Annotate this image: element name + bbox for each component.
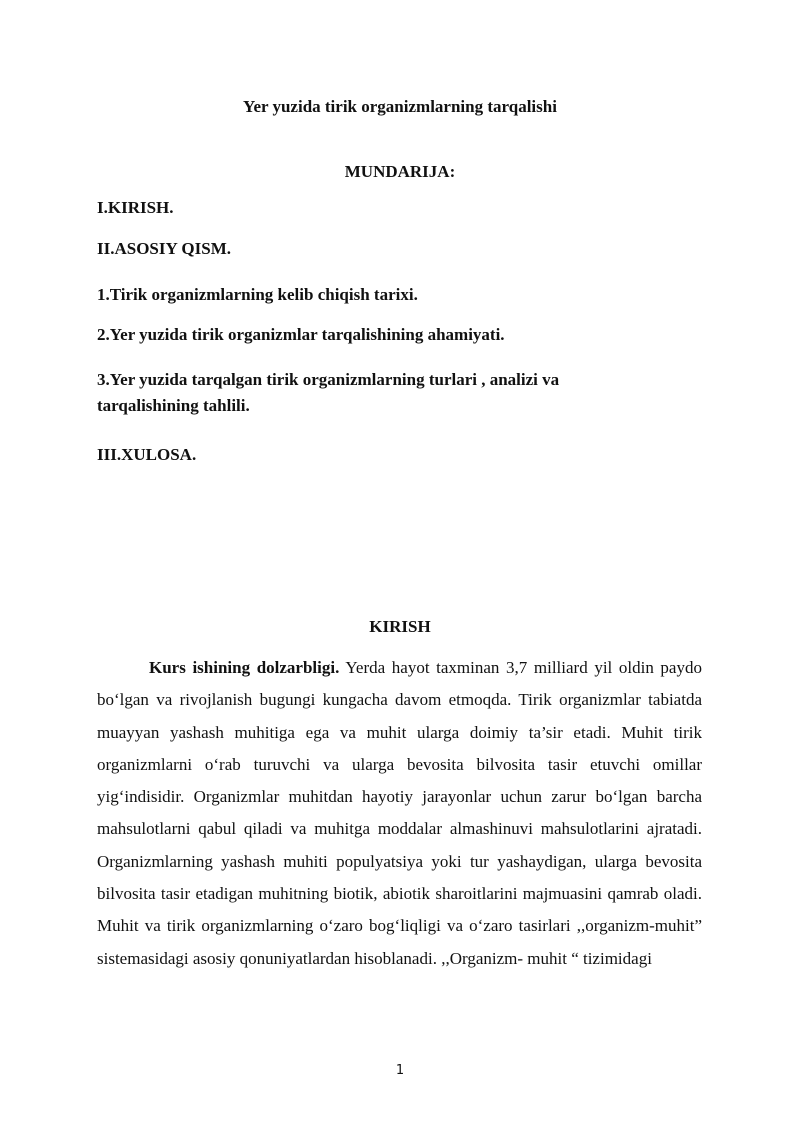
contents-item-main-part: II.ASOSIY QISM. — [97, 239, 231, 258]
contents-heading: MUNDARIJA: — [344, 162, 456, 181]
paragraph-lead: Kurs ishining dolzarbligi. — [149, 658, 340, 677]
document-title: Yer yuzida tirik organizmlarning tarqalishi — [243, 97, 557, 116]
contents-item-conclusion: III.XULOSA. — [97, 445, 197, 464]
paragraph-text: Yerda hayot taxminan 3,7 milliard yil oldin paydo bo‘lgan va rivojlanish bugungi kungacha davom etmoqda. Tirik organizmlar tabiatda muayyan yashash muhitiga ega va muhit ularga doimiy ta’sir etadi. Muhit tirik organizmlarni o‘rab turuvchi va ularga bevosita bilvosita tasir etuvchi omillar yig‘indisidir. Organizmlar muhitdan hayotiy jarayonlar uchun zarur bo‘lgan barcha mahsulotlarni qabul qiladi va muhitga moddalar almashinuvi mahsulotlarini ajratadi. Organizmlarning yashash muhiti populyatsiya yoki tur yashaydigan, ularga bevosita bilvosita tasir etadigan muhitning biotik, abiotik sharoitlarini majmuasini qamrab oladi. Muhit va tirik organizmlarning o‘zaro bog‘liqligi va o‘zaro tasirlari ,,organizm-muhit” sistemasidagi asosiy qonuniyatlardan hisoblanadi. ,,Organizm- muhit “ tizimidagi — [97, 658, 702, 968]
page-number: 1 — [395, 1063, 405, 1078]
contents-item-introduction: I.KIRISH. — [97, 198, 174, 217]
contents-item-3: 3.Yer yuzida tarqalgan tirik organizmlarning turlari , analizi va tarqalishining tahlili. — [97, 370, 560, 415]
contents-item-1: 1.Tirik organizmlarning kelib chiqish tarixi. — [97, 285, 418, 304]
section-heading-kirish: KIRISH — [369, 617, 431, 636]
contents-item-2: 2.Yer yuzida tirik organizmlar tarqalishining ahamiyati. — [97, 325, 505, 344]
introduction-paragraph — [97, 652, 702, 975]
